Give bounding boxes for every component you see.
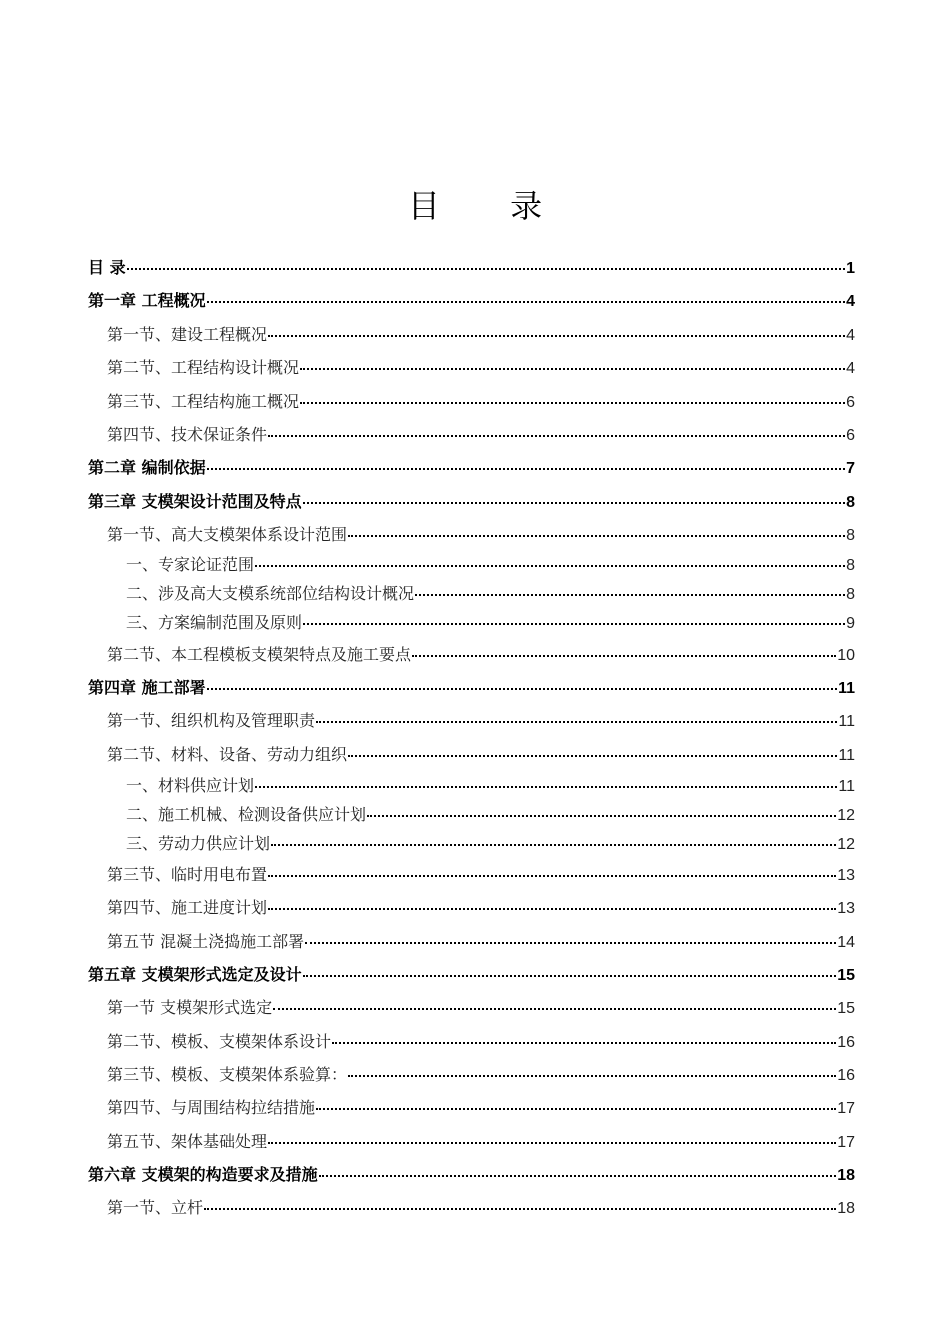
toc-entry-label: 第一章 工程概况 [88,291,206,310]
toc-entry-label: 第五节、架体基础处理 [107,1132,268,1151]
toc-entry-label: 一、专家论证范围 [126,555,255,574]
dot-leader [319,1175,837,1177]
toc-entry-label: 第四章 施工部署 [88,678,206,697]
toc-entry-label: 目 录 [88,258,126,277]
toc-page-number: 4 [846,293,855,310]
toc-page-number: 16 [837,1067,855,1084]
dot-leader [303,975,837,977]
dot-leader [415,594,845,596]
toc-page-number: 15 [837,967,855,984]
toc-entry-label: 第一节、建设工程概况 [107,325,268,344]
dot-leader [255,565,845,567]
toc-subsection-entry[interactable] [88,805,855,825]
toc-page-number: 11 [838,778,855,795]
toc-page-number: 8 [846,586,855,603]
dot-leader [412,655,836,657]
toc-entry-label: 三、方案编制范围及原则 [126,613,303,632]
toc-subsection-entry[interactable] [88,584,855,604]
toc-page-number: 8 [846,494,855,511]
toc-chapter-entry[interactable] [88,458,855,478]
toc-section-entry[interactable] [88,1132,855,1152]
toc-entry-label: 第二节、模板、支模架体系设计 [107,1032,332,1051]
toc-entry-label: 第一节、组织机构及管理职责 [107,711,316,730]
dot-leader [332,1042,836,1044]
toc-page-number: 17 [837,1100,855,1117]
dot-leader [303,623,845,625]
toc-entry-label: 一、材料供应计划 [126,776,255,795]
toc-page-number: 13 [837,900,855,917]
toc-entry-label: 第三节、工程结构施工概况 [107,392,300,411]
dot-leader [255,786,837,788]
toc-chapter-entry[interactable] [88,678,855,698]
toc-entry-label: 第四节、与周围结构拉结措施 [107,1098,316,1117]
toc-section-entry[interactable] [88,392,855,412]
toc-page-number: 13 [837,867,855,884]
dot-leader [204,1208,836,1210]
toc-section-entry[interactable] [88,358,855,378]
toc-page-number: 18 [837,1200,855,1217]
toc-entry-label: 第四节、技术保证条件 [107,425,268,444]
toc-section-entry[interactable] [88,1198,855,1218]
dot-leader [367,815,836,817]
toc-page-number: 11 [838,747,855,764]
toc-section-entry[interactable] [88,711,855,731]
toc-page-number: 8 [846,557,855,574]
toc-entry-label: 三、劳动力供应计划 [126,834,271,853]
dot-leader [271,844,836,846]
toc-section-entry[interactable] [88,932,855,952]
toc-section-entry[interactable] [88,1098,855,1118]
toc-subsection-entry[interactable] [88,834,855,854]
toc-page-number: 15 [837,1000,855,1017]
toc-section-entry[interactable] [88,745,855,765]
toc-section-entry[interactable] [88,998,855,1018]
toc-entry-label: 第二节、材料、设备、劳动力组织 [107,745,348,764]
dot-leader [268,435,845,437]
toc-entry-label: 二、涉及高大支模系统部位结构设计概况 [126,584,415,603]
toc-page-number: 14 [837,934,855,951]
toc-entry-label: 第五章 支模架形式选定及设计 [88,965,302,984]
toc-page-number: 6 [846,427,855,444]
toc-page-number: 1 [846,260,855,277]
toc-page-number: 4 [846,327,855,344]
dot-leader [268,335,845,337]
toc-page-number: 9 [846,615,855,632]
toc-page-number: 12 [837,836,855,853]
toc-entry-label: 第二章 编制依据 [88,458,206,477]
toc-page-number: 17 [837,1134,855,1151]
dot-leader [303,502,846,504]
toc-chapter-entry[interactable] [88,258,855,278]
toc-entry-label: 第三节、模板、支模架体系验算： [107,1065,348,1084]
toc-entry-label: 第一节、立杆 [107,1198,204,1217]
toc-entry-label: 第二节、工程结构设计概况 [107,358,300,377]
dot-leader [316,721,837,723]
toc-section-entry[interactable] [88,898,855,918]
dot-leader [348,535,845,537]
toc-subsection-entry[interactable] [88,555,855,575]
dot-leader [300,368,845,370]
dot-leader [348,1075,836,1077]
toc-section-entry[interactable] [88,645,855,665]
dot-leader [273,1008,836,1010]
toc-entry-label: 第四节、施工进度计划 [107,898,268,917]
toc-page-number: 7 [846,460,855,477]
toc-entry-label: 第六章 支模架的构造要求及措施 [88,1165,318,1184]
dot-leader [300,402,845,404]
toc-section-entry[interactable] [88,325,855,345]
toc-chapter-entry[interactable] [88,965,855,985]
toc-chapter-entry[interactable] [88,291,855,311]
toc-page-number: 8 [846,527,855,544]
page-title: 目 录 [407,187,573,226]
toc-section-entry[interactable] [88,425,855,445]
toc-page-number: 4 [846,360,855,377]
dot-leader [268,1142,836,1144]
toc-page-number: 6 [846,394,855,411]
toc-entry-label: 第二节、本工程模板支模架特点及施工要点 [107,645,412,664]
toc-entry-label: 第一节、高大支模架体系设计范围 [107,525,348,544]
dot-leader [268,908,836,910]
dot-leader [207,468,846,470]
dot-leader [207,301,846,303]
toc-page-number: 12 [837,807,855,824]
dot-leader [316,1108,836,1110]
toc-entry-label: 第三章 支模架设计范围及特点 [88,492,302,511]
toc-section-entry[interactable] [88,525,855,545]
toc-chapter-entry[interactable] [88,1165,855,1185]
toc-section-entry[interactable] [88,865,855,885]
toc-subsection-entry[interactable] [88,776,855,796]
toc-page-number: 18 [837,1167,855,1184]
toc-page-number: 10 [837,647,855,664]
toc-page-number: 16 [837,1034,855,1051]
dot-leader [207,688,838,690]
toc-entry-label: 第三节、临时用电布置 [107,865,268,884]
toc-section-entry[interactable] [88,1032,855,1052]
toc-chapter-entry[interactable] [88,492,855,512]
toc-subsection-entry[interactable] [88,613,855,633]
dot-leader [268,875,836,877]
toc-entry-label: 第一节 支模架形式选定 [107,998,273,1017]
toc-page-number: 11 [838,680,855,697]
toc-section-entry[interactable] [88,1065,855,1085]
dot-leader [305,942,836,944]
toc-entry-label: 二、施工机械、检测设备供应计划 [126,805,367,824]
dot-leader [348,755,837,757]
dot-leader [127,268,846,270]
toc-entry-label: 第五节 混凝土浇捣施工部署 [107,932,305,951]
toc-page-number: 11 [838,713,855,730]
